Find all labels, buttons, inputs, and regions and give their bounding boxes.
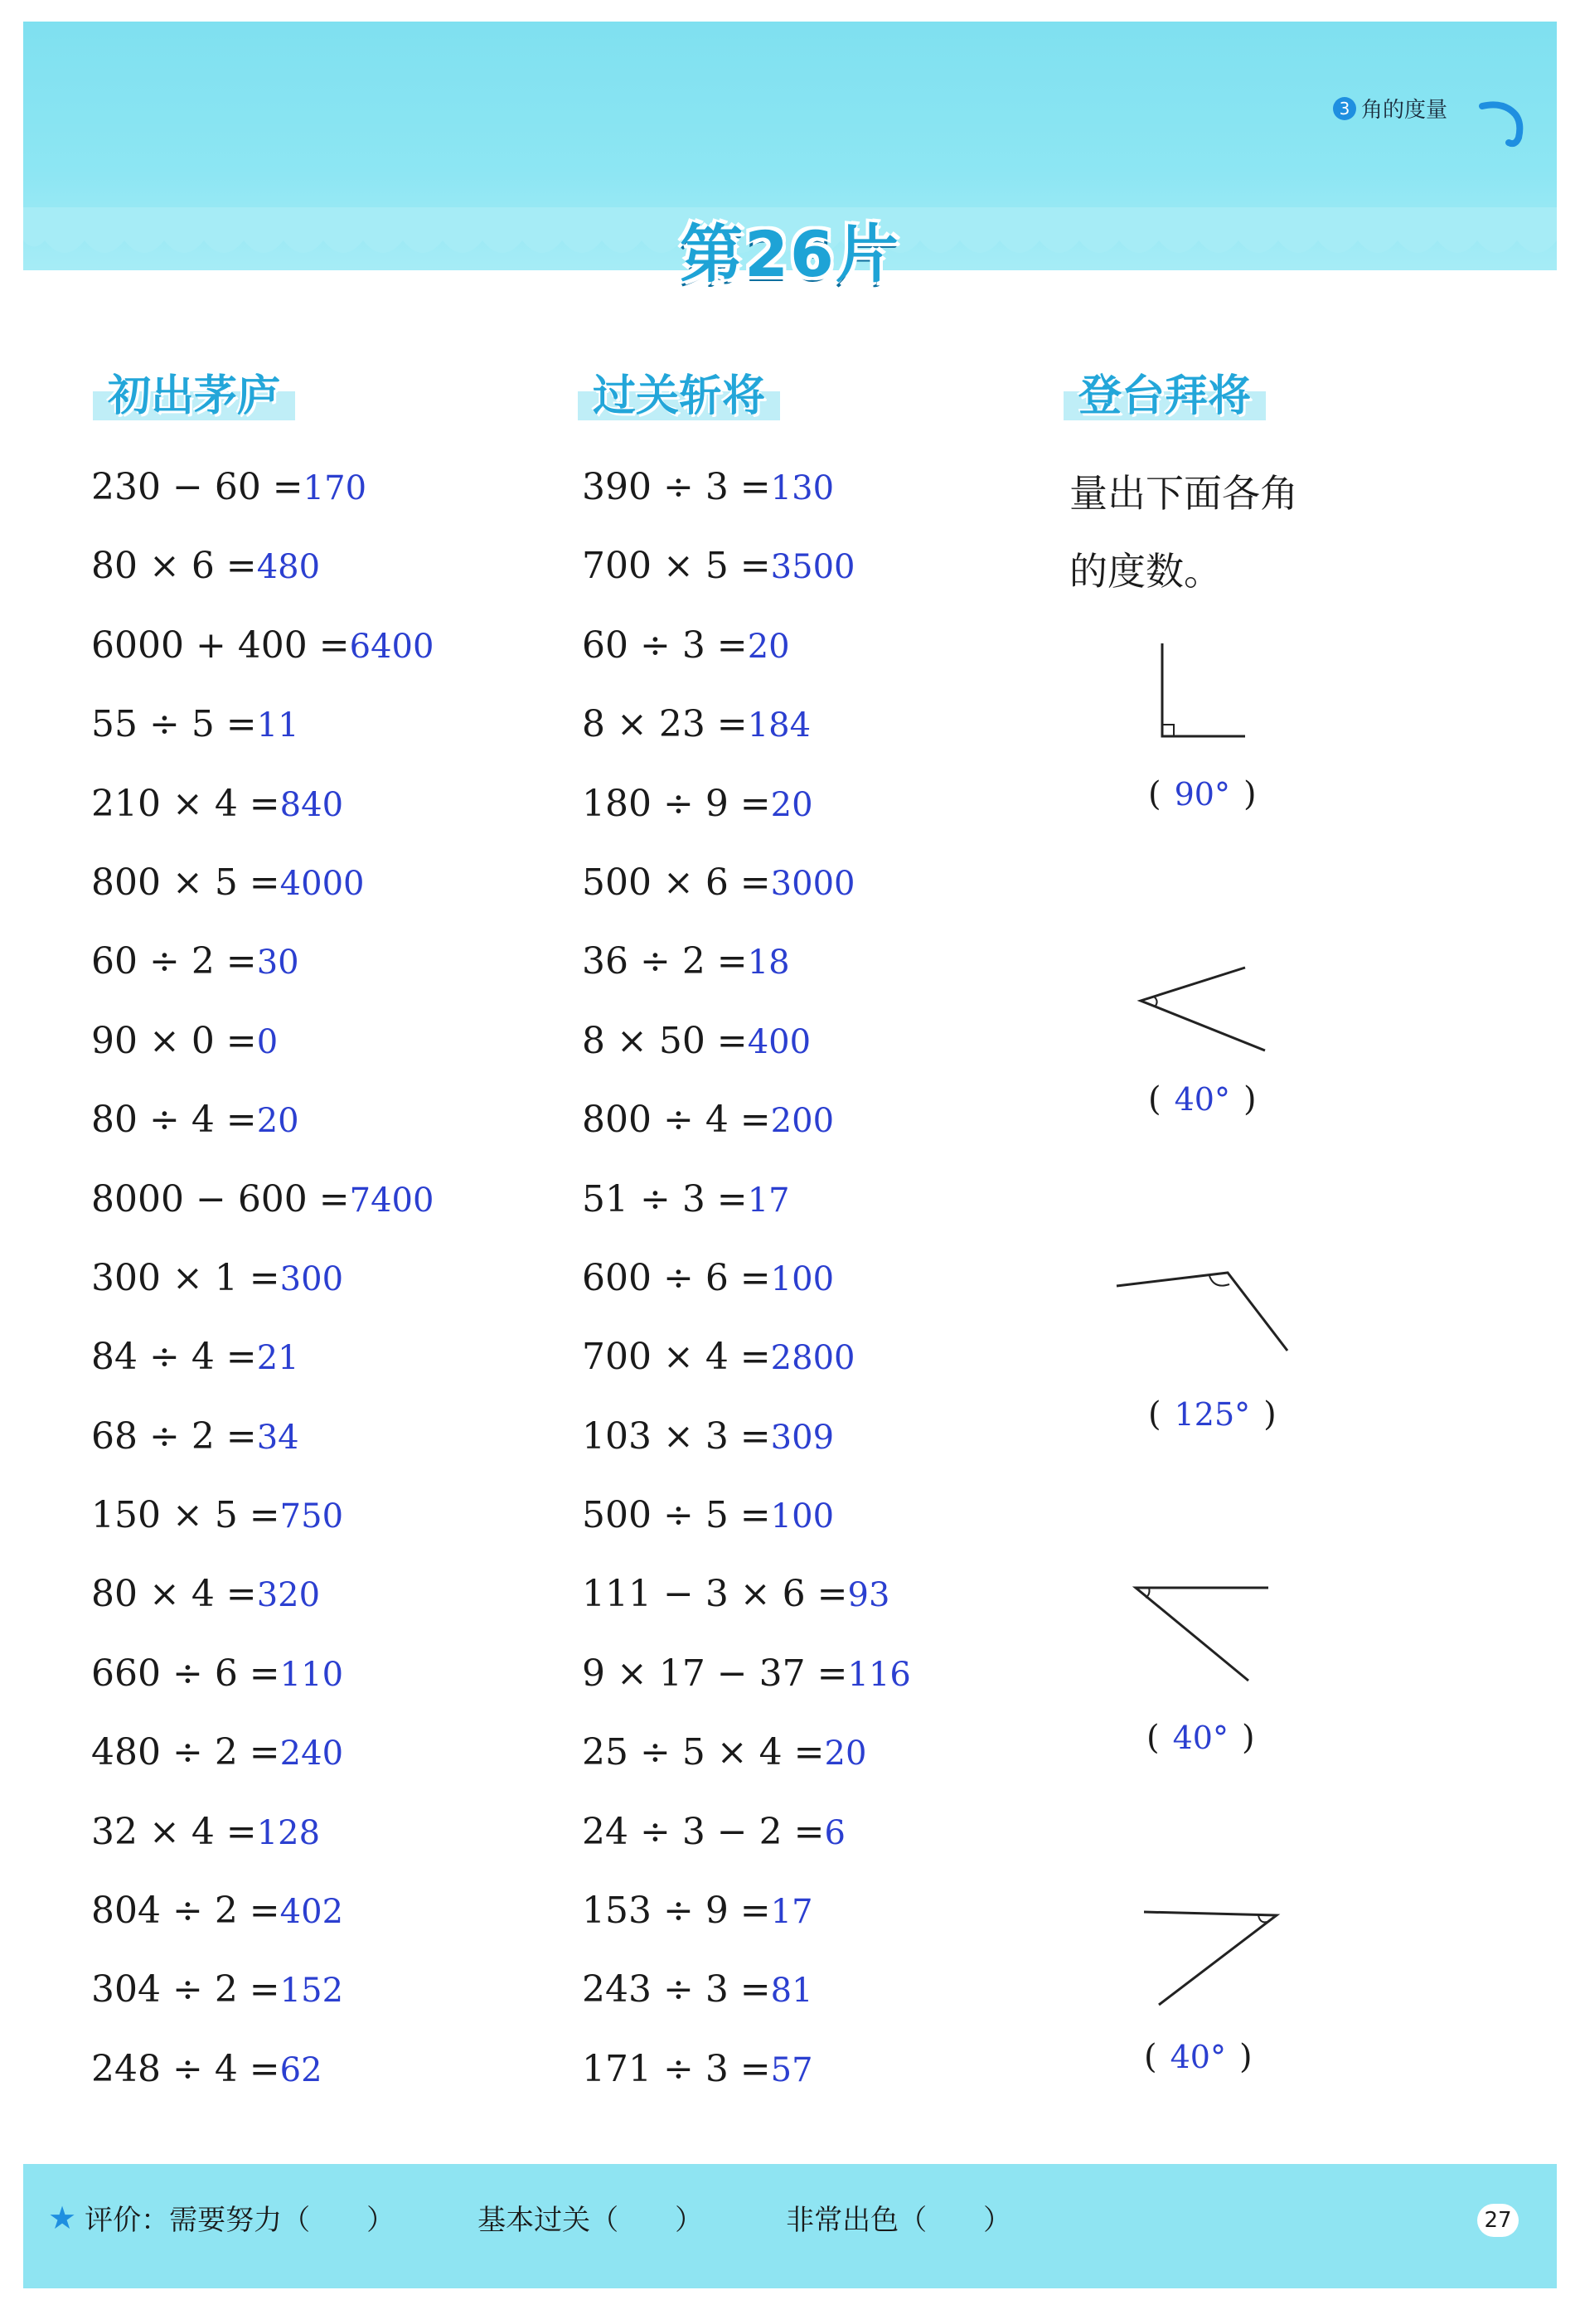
close-paren: ) <box>1241 1719 1255 1757</box>
exercise-row <box>582 1488 911 1567</box>
expression: 304 ÷ 2 = <box>91 1968 280 2011</box>
expression: 180 ÷ 9 = <box>582 782 771 825</box>
chapter-badge <box>1333 93 1447 124</box>
exercise-row <box>582 2042 911 2121</box>
section-title-beginner: 初出茅庐 <box>93 365 295 428</box>
exercise-column-2 <box>582 460 911 2121</box>
exercise-row <box>91 1014 434 1093</box>
exercise-row <box>91 1725 434 1804</box>
exercise-column-1 <box>91 460 434 2121</box>
expression: 800 × 5 = <box>91 861 280 904</box>
angle-figure-2 <box>1127 958 1277 1057</box>
angle-value: 90° <box>1174 776 1230 813</box>
expression: 804 ÷ 2 = <box>91 1890 280 1933</box>
exercise-row <box>582 1725 911 1804</box>
answer: 130 <box>770 469 835 507</box>
exercise-row <box>582 1805 911 1884</box>
open-paren: ( <box>1144 2038 1157 2076</box>
evaluation-excellent: 非常出色（ ） <box>786 2204 1012 2237</box>
exercise-row <box>91 1963 434 2041</box>
answer: 402 <box>279 1893 344 1932</box>
angle-figure-5 <box>1136 1899 1285 2015</box>
exercise-row <box>91 1805 434 1884</box>
answer: 110 <box>279 1655 344 1694</box>
answer: 750 <box>279 1497 344 1536</box>
expression: 8000 − 600 = <box>91 1177 350 1220</box>
angle-value: 125° <box>1174 1396 1251 1433</box>
exercise-row <box>91 619 434 697</box>
exercise-row <box>582 1884 911 1963</box>
exercise-row <box>91 934 434 1013</box>
section-title-intermediate: 过关斩将 <box>578 365 780 428</box>
answer: 400 <box>747 1022 812 1061</box>
evaluation-needs-effort: 评价：需要努力（ ） <box>85 2204 395 2237</box>
instruction-line-2: 的度数。 <box>1069 549 1222 594</box>
expression: 84 ÷ 4 = <box>91 1336 257 1379</box>
answer: 81 <box>770 1972 813 2011</box>
answer: 309 <box>770 1418 835 1457</box>
angle-figure-4 <box>1127 1579 1277 1687</box>
exercise-row <box>582 856 911 934</box>
expression: 230 − 60 = <box>91 466 303 508</box>
exercise-row <box>582 1567 911 1646</box>
exercise-row <box>91 1647 434 1725</box>
exercise-row <box>91 539 434 618</box>
exercise-row <box>582 934 911 1013</box>
expression: 36 ÷ 2 = <box>582 940 748 983</box>
expression: 111 − 3 × 6 = <box>582 1573 848 1616</box>
answer: 200 <box>770 1102 835 1141</box>
exercise-row <box>91 697 434 776</box>
exercise-row <box>91 2042 434 2121</box>
answer: 20 <box>770 785 813 824</box>
expression: 25 ÷ 5 × 4 = <box>582 1731 825 1774</box>
expression: 51 ÷ 3 = <box>582 1177 748 1220</box>
answer: 170 <box>303 469 367 507</box>
answer: 116 <box>847 1655 911 1694</box>
answer: 0 <box>256 1022 279 1061</box>
expression: 600 ÷ 6 = <box>582 1256 771 1299</box>
exercise-row <box>91 1172 434 1251</box>
answer: 2800 <box>770 1339 855 1378</box>
exercise-row <box>91 460 434 539</box>
expression: 68 ÷ 2 = <box>91 1414 257 1458</box>
exercise-row <box>91 1093 434 1172</box>
expression: 90 × 0 = <box>91 1019 257 1062</box>
expression: 500 × 6 = <box>582 861 771 904</box>
answer: 128 <box>256 1813 321 1852</box>
answer: 4000 <box>279 864 365 903</box>
expression: 55 ÷ 5 = <box>91 703 257 746</box>
close-paren: ) <box>1243 775 1257 813</box>
angle-answer-4 <box>1146 1719 1255 1757</box>
answer: 7400 <box>349 1181 434 1220</box>
expression: 32 × 4 = <box>91 1810 257 1853</box>
exercise-row <box>91 1567 434 1646</box>
exercise-row <box>582 1330 911 1409</box>
answer: 20 <box>824 1735 867 1773</box>
answer: 3500 <box>770 548 855 587</box>
angle-figure-1 <box>1144 638 1260 746</box>
expression: 500 ÷ 5 = <box>582 1494 771 1537</box>
answer: 20 <box>256 1102 299 1141</box>
answer: 480 <box>256 548 321 587</box>
exercise-row <box>91 1488 434 1567</box>
expression: 800 ÷ 4 = <box>582 1099 771 1142</box>
exercise-row <box>582 1409 911 1488</box>
expression: 243 ÷ 3 = <box>582 1968 771 2011</box>
expression: 6000 + 400 = <box>91 623 350 667</box>
exercise-row <box>91 1330 434 1409</box>
exercise-row <box>91 1884 434 1963</box>
section-title-advanced: 登台拜将 <box>1064 365 1266 428</box>
expression: 700 × 5 = <box>582 545 771 588</box>
hook-icon <box>1479 98 1532 151</box>
expression: 80 × 4 = <box>91 1573 257 1616</box>
expression: 8 × 50 = <box>582 1019 748 1062</box>
evaluation-basic-pass: 基本过关（ ） <box>477 2204 704 2237</box>
answer: 62 <box>279 2050 322 2089</box>
angle-value: 40° <box>1170 2039 1226 2075</box>
expression: 300 × 1 = <box>91 1256 280 1299</box>
expression: 660 ÷ 6 = <box>91 1652 280 1695</box>
expression: 24 ÷ 3 − 2 = <box>582 1810 825 1853</box>
answer: 840 <box>279 785 344 824</box>
expression: 480 ÷ 2 = <box>91 1731 280 1774</box>
expression: 80 ÷ 4 = <box>91 1099 257 1142</box>
answer: 184 <box>747 706 812 745</box>
answer: 21 <box>256 1339 299 1378</box>
exercise-row <box>91 1251 434 1330</box>
open-paren: ( <box>1148 1395 1161 1434</box>
answer: 17 <box>747 1181 790 1220</box>
expression: 60 ÷ 3 = <box>582 623 748 667</box>
exercise-row <box>582 1172 911 1251</box>
answer: 93 <box>847 1576 890 1615</box>
answer: 34 <box>256 1418 299 1457</box>
angle-value: 40° <box>1172 1720 1229 1756</box>
angle-value: 40° <box>1174 1081 1230 1118</box>
exercise-row <box>582 1014 911 1093</box>
expression: 153 ÷ 9 = <box>582 1890 771 1933</box>
expression: 248 ÷ 4 = <box>91 2047 280 2090</box>
exercise-row <box>582 539 911 618</box>
expression: 103 × 3 = <box>582 1414 771 1458</box>
close-paren: ) <box>1243 1080 1257 1118</box>
expression: 80 × 6 = <box>91 545 257 588</box>
exercise-row <box>582 1251 911 1330</box>
exercise-row <box>582 777 911 856</box>
answer: 20 <box>747 627 790 666</box>
expression: 700 × 4 = <box>582 1336 771 1379</box>
answer: 11 <box>256 706 299 745</box>
exercise-row <box>582 619 911 697</box>
answer: 3000 <box>770 864 855 903</box>
expression: 8 × 23 = <box>582 703 748 746</box>
open-paren: ( <box>1148 775 1161 813</box>
instruction-line-1: 量出下面各角 <box>1069 471 1298 516</box>
exercise-row <box>582 1647 911 1725</box>
exercise-row <box>582 697 911 776</box>
page-title: 第26片 <box>680 217 900 291</box>
angle-answer-3 <box>1148 1395 1277 1434</box>
close-paren: ) <box>1263 1395 1277 1434</box>
expression: 210 × 4 = <box>91 782 280 825</box>
expression: 9 × 17 − 37 = <box>582 1652 848 1695</box>
open-paren: ( <box>1146 1719 1160 1757</box>
expression: 390 ÷ 3 = <box>582 466 771 508</box>
answer: 100 <box>770 1497 835 1536</box>
expression: 171 ÷ 3 = <box>582 2047 771 2090</box>
exercise-row <box>582 1093 911 1172</box>
close-paren: ) <box>1238 2038 1253 2076</box>
exercise-row <box>582 460 911 539</box>
angle-answer-2 <box>1148 1080 1257 1118</box>
page-number: 27 <box>1477 2204 1519 2237</box>
answer: 18 <box>747 944 790 982</box>
exercise-row <box>582 1963 911 2041</box>
answer: 100 <box>770 1259 835 1298</box>
answer: 240 <box>279 1735 344 1773</box>
answer: 30 <box>256 944 299 982</box>
angle-answer-1 <box>1148 775 1257 813</box>
angle-answer-5 <box>1144 2038 1253 2076</box>
instruction-text <box>1069 454 1298 610</box>
expression: 60 ÷ 2 = <box>91 940 257 983</box>
answer: 300 <box>279 1259 344 1298</box>
answer: 6400 <box>349 627 434 666</box>
exercise-row <box>91 777 434 856</box>
chapter-number: 3 <box>1333 97 1356 120</box>
answer: 57 <box>770 2050 813 2089</box>
angle-figure-3 <box>1107 1256 1297 1364</box>
exercise-row <box>91 1409 434 1488</box>
answer: 17 <box>770 1893 813 1932</box>
answer: 6 <box>824 1813 846 1852</box>
chapter-title: 角的度量 <box>1360 98 1447 123</box>
exercise-row <box>91 856 434 934</box>
answer: 152 <box>279 1972 344 2011</box>
expression: 150 × 5 = <box>91 1494 280 1537</box>
star-icon: ★ <box>48 2199 77 2236</box>
answer: 320 <box>256 1576 321 1615</box>
evaluation-row <box>48 2197 1094 2238</box>
open-paren: ( <box>1148 1080 1161 1118</box>
